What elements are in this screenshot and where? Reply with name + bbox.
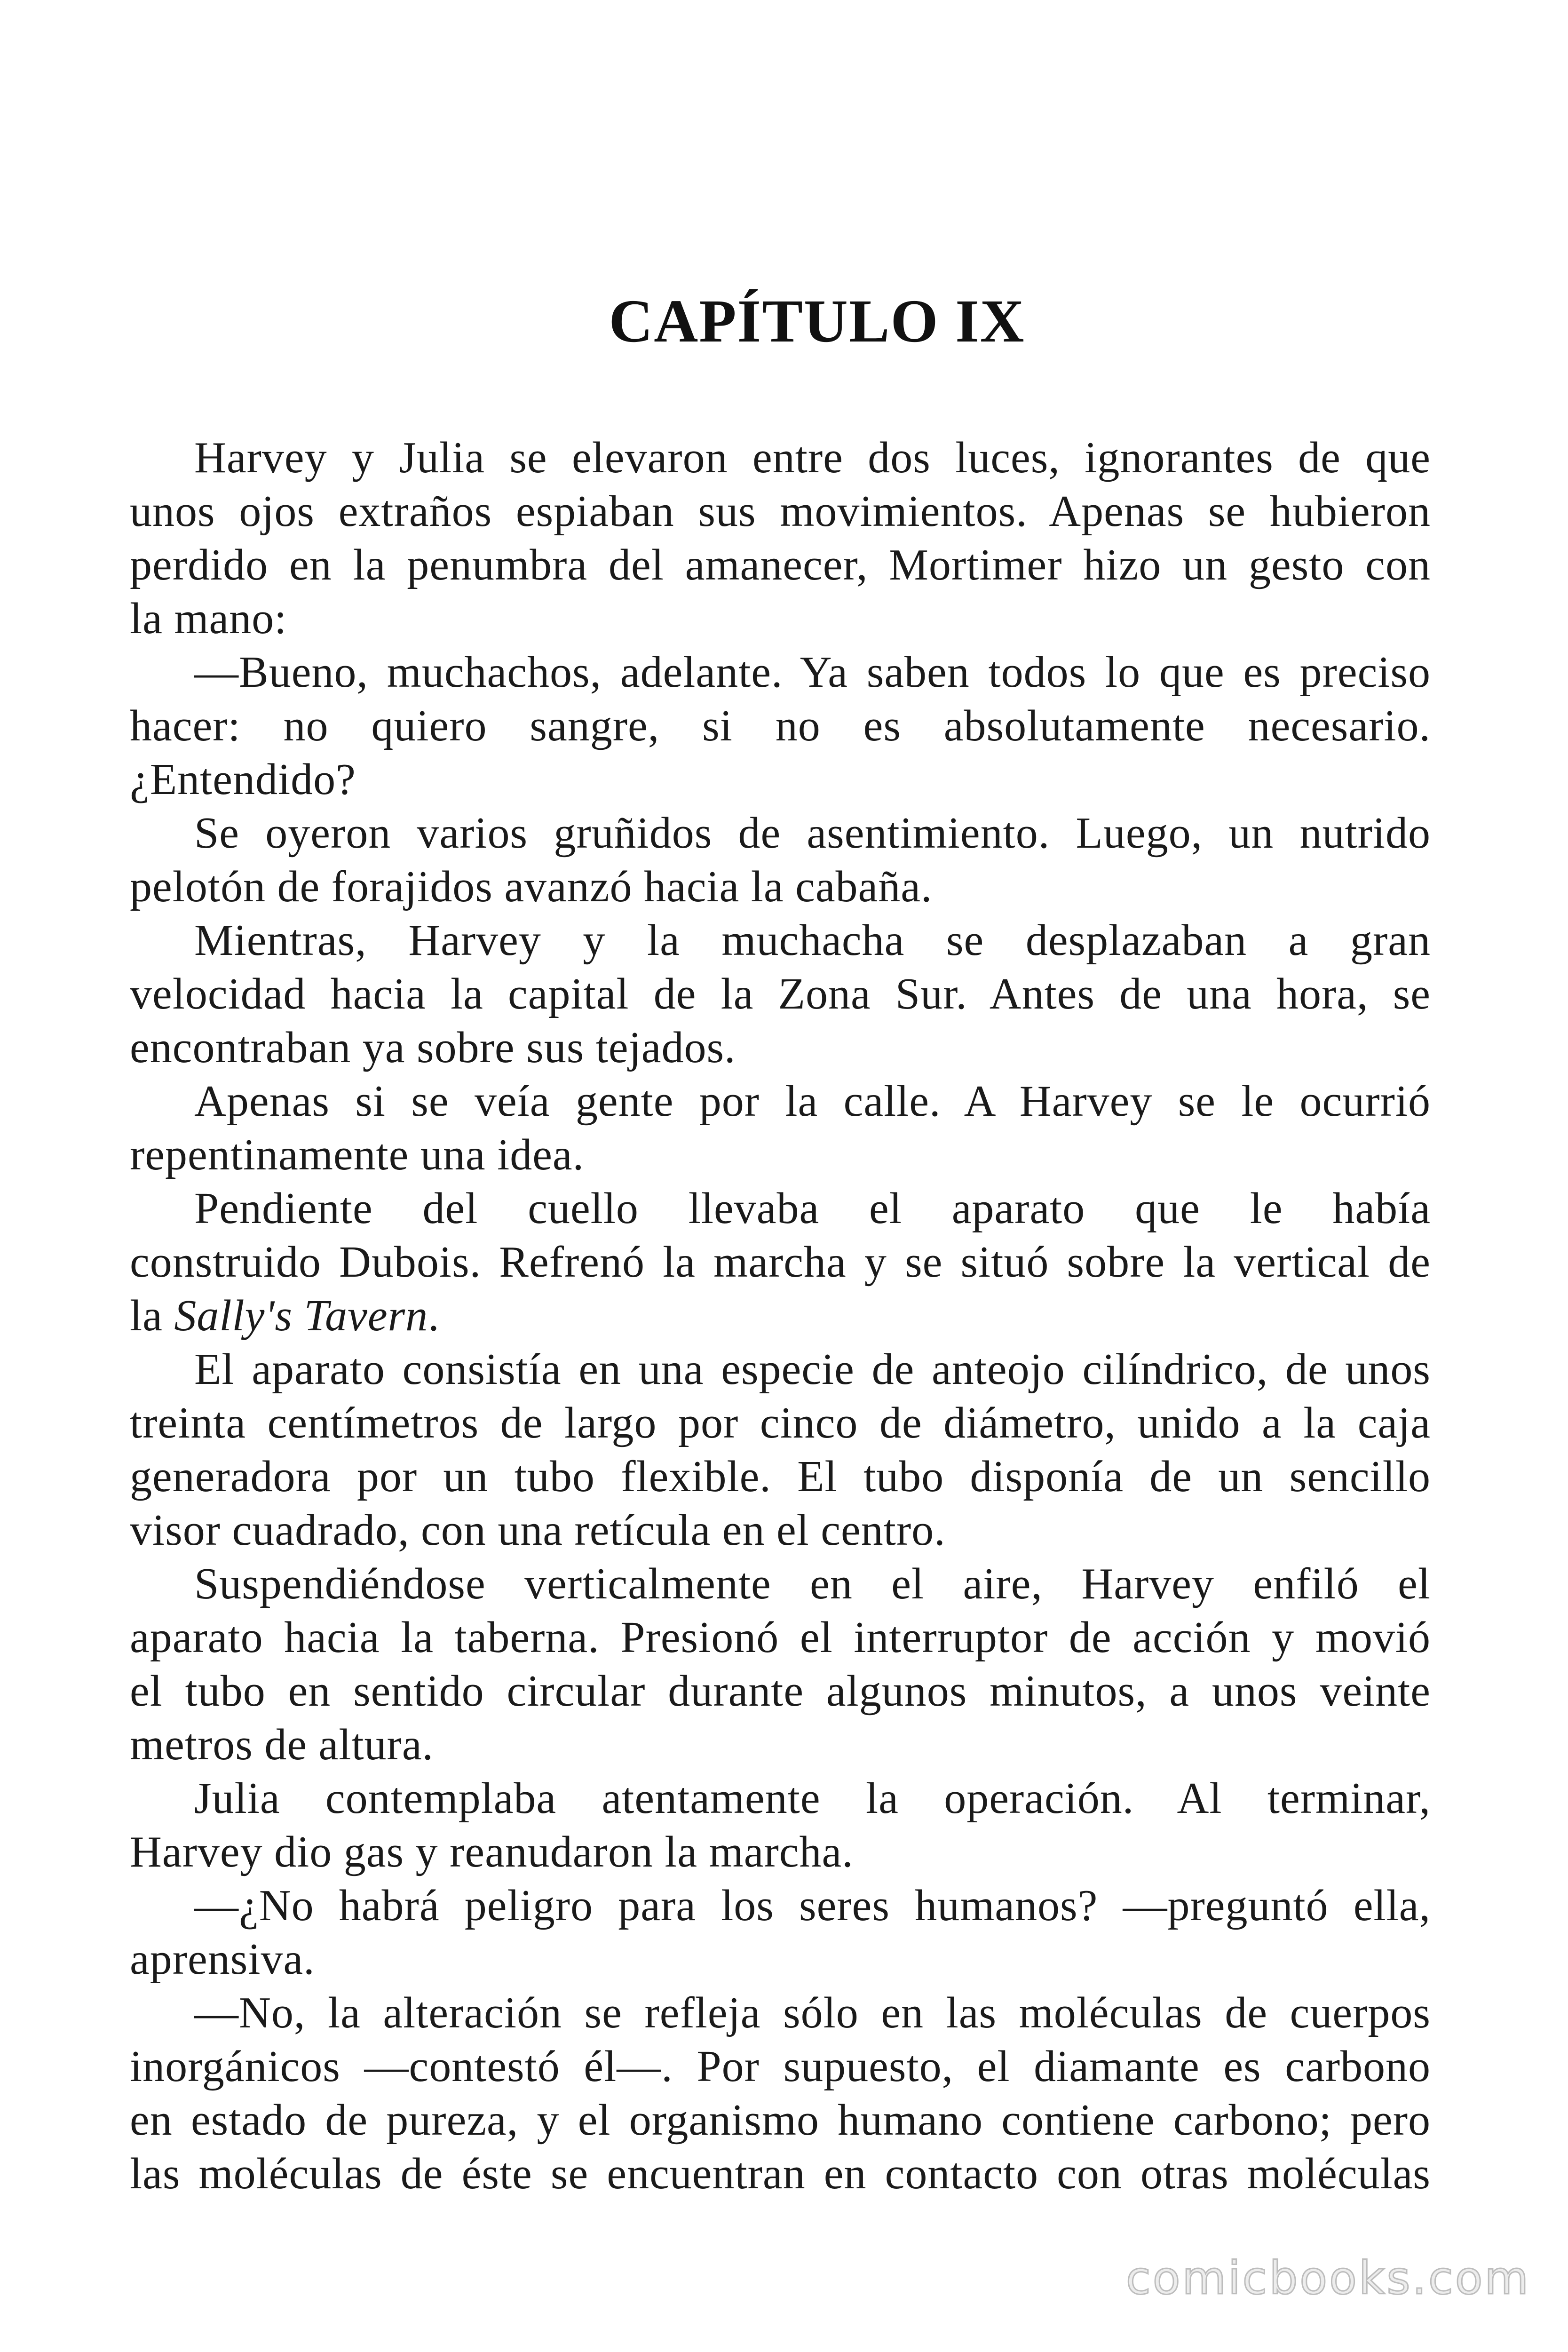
text-line: aparato hacia la taberna. Presionó el interruptor de acción y movió [130,1613,1431,1662]
text-line: generadora por un tubo flexible. El tubo disponía de un sencillo [130,1452,1431,1501]
text-line: unos ojos extraños espiaban sus movimientos. Apenas se hubieron [130,487,1431,536]
paragraph [130,1879,1431,1986]
paragraph [130,1772,1431,1879]
text-line: repentinamente una idea. [130,1130,585,1179]
text-line: el tubo en sentido circular durante algunos minutos, a unos veinte [130,1667,1431,1716]
paragraph [130,1986,1431,2201]
text-line [130,1289,1431,1343]
text-line: Julia contemplaba atentamente la operación. Al terminar, [194,1774,1431,1823]
text-line: construido Dubois. Refrenó la marcha y se situó sobre la vertical de [130,1238,1431,1287]
watermark: comicbooks.com [1125,2252,1530,2304]
text-line: —¿No habrá peligro para los seres humanos? —preguntó ella, [194,1881,1431,1930]
text-line: ¿Entendido? [130,755,356,804]
chapter-body [130,431,1431,2201]
tavern-name: Sally's Tavern [174,1291,428,1340]
paragraph [130,1074,1431,1182]
text-segment: la [130,1291,174,1340]
paragraph [130,914,1431,1074]
text-line: inorgánicos —contestó él—. Por supuesto, el diamante es carbono [130,2042,1431,2091]
text-line: Se oyeron varios gruñidos de asentimiento. Luego, un nutrido [194,809,1431,858]
text-line: Mientras, Harvey y la muchacha se desplazaban a gran [194,916,1431,965]
text-line: metros de altura. [130,1720,434,1769]
text-line: en estado de pureza, y el organismo humano contiene carbono; pero [130,2096,1431,2145]
text-line: velocidad hacia la capital de la Zona Sur. Antes de una hora, se [130,969,1431,1018]
text-line: treinta centímetros de largo por cinco de diámetro, unido a la caja [130,1398,1431,1447]
text-line: visor cuadrado, con una retícula en el centro. [130,1506,946,1555]
text-line: Harvey y Julia se elevaron entre dos luces, ignorantes de que [194,433,1431,482]
text-line: perdido en la penumbra del amanecer, Mortimer hizo un gesto con [130,540,1431,589]
text-line: pelotón de forajidos avanzó hacia la cabaña. [130,862,933,911]
text-line: Pendiente del cuello llevaba el aparato que le había [194,1184,1431,1233]
paragraph [130,431,1431,645]
text-line: aprensiva. [130,1935,315,1984]
paragraph [130,1557,1431,1772]
text-line: —Bueno, muchachos, adelante. Ya saben todos lo que es preciso [194,648,1431,697]
text-segment: . [428,1291,440,1340]
paragraph [130,1182,1431,1343]
paragraph [130,645,1431,806]
text-line: —No, la alteración se refleja sólo en las moléculas de cuerpos [194,1988,1431,2037]
text-line: Suspendiéndose verticalmente en el aire, Harvey enfiló el [194,1559,1431,1608]
text-line: Harvey dio gas y reanudaron la marcha. [130,1828,854,1876]
text-line: El aparato consistía en una especie de anteojo cilíndrico, de unos [194,1345,1431,1394]
text-line: las moléculas de éste se encuentran en contacto con otras moléculas [130,2149,1431,2198]
text-line: hacer: no quiero sangre, si no es absolutamente necesario. [130,701,1431,750]
text-line: Apenas si se veía gente por la calle. A Harvey se le ocurrió [194,1077,1431,1126]
chapter-title: CAPÍTULO IX [609,287,1025,355]
text-line: encontraban ya sobre sus tejados. [130,1023,736,1072]
paragraph [130,806,1431,914]
text-line: la mano: [130,594,287,643]
paragraph [130,1343,1431,1557]
